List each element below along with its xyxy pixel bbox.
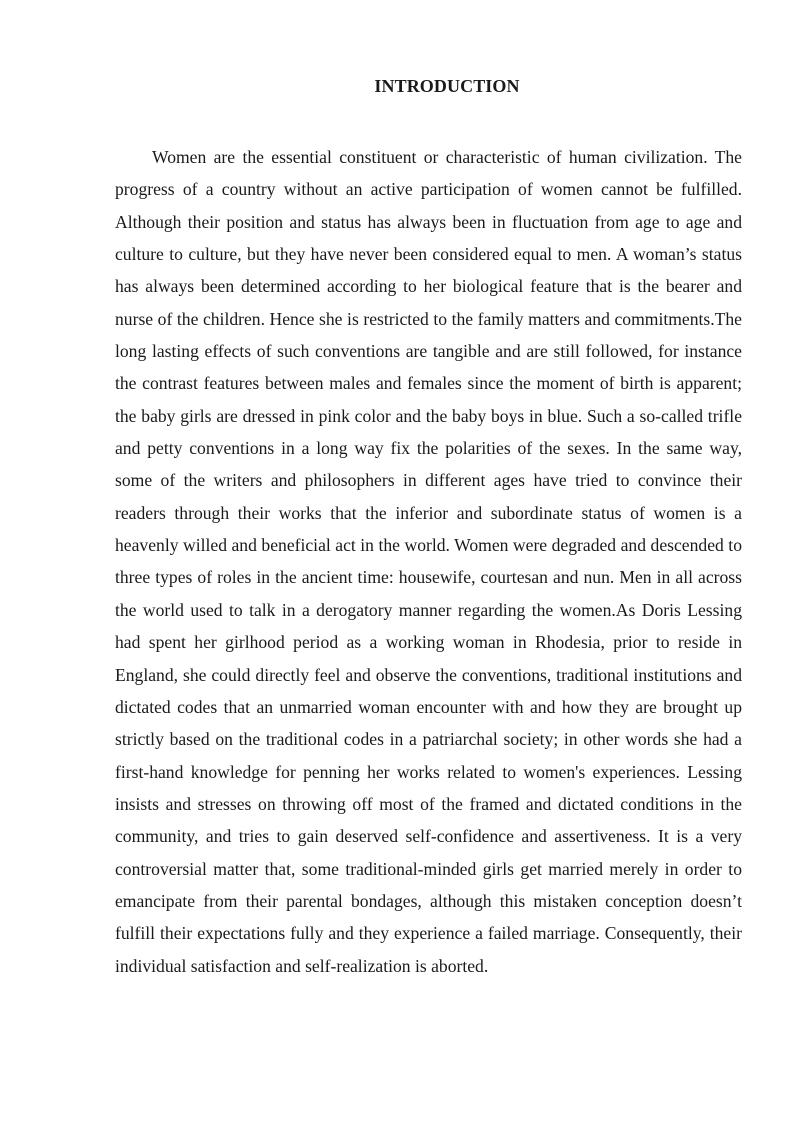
body-paragraph: Women are the essential constituent or characteristic of human civilization. The progress of a country without an active participation of women cannot be fulfilled. Although their position and status has always been in fluctuation from age to age and culture to culture, but they have never been considered equal to men. A woman’s status has always been determined according to her biological feature that is the bearer and nurse of the children. Hence she is restricted to the family matters and commitments.The long lasting effects of such conventions are tangible and are still followed, for instance the contrast features between males and females since the moment of birth is apparent; the baby girls are dressed in pink color and the baby boys in blue. Such a so-called trifle and petty conventions in a long way fix the polarities of the sexes. In the same way, some of the writers and philosophers in different ages have tried to convince their readers through their works that the inferior and subordinate status of women is a heavenly willed and beneficial act in the world. Women were degraded and descended to three types of roles in the ancient time: housewife, courtesan and nun. Men in all across the world used to talk in a derogatory manner regarding the women.As Doris Lessing had spent her girlhood period as a working woman in Rhodesia, prior to reside in England, she could directly feel and observe the conventions, traditional institutions and dictated codes that an unmarried woman encounter with and how they are brought up strictly based on the traditional codes in a patriarchal society; in other words she had a first-hand knowledge for penning her works related to women's experiences. Lessing insists and stresses on throwing off most of the framed and dictated conditions in the community, and tries to gain deserved self-confidence and assertiveness. It is a very controversial matter that, some traditional-minded girls get married merely in order to emancipate from their parental bondages, although this mistaken conception doesn’t fulfill their expectations fully and they experience a failed marriage. Consequently, their individual satisfaction and self-realization is aborted. <box>115 147 742 976</box>
page-title: INTRODUCTION <box>374 76 520 96</box>
